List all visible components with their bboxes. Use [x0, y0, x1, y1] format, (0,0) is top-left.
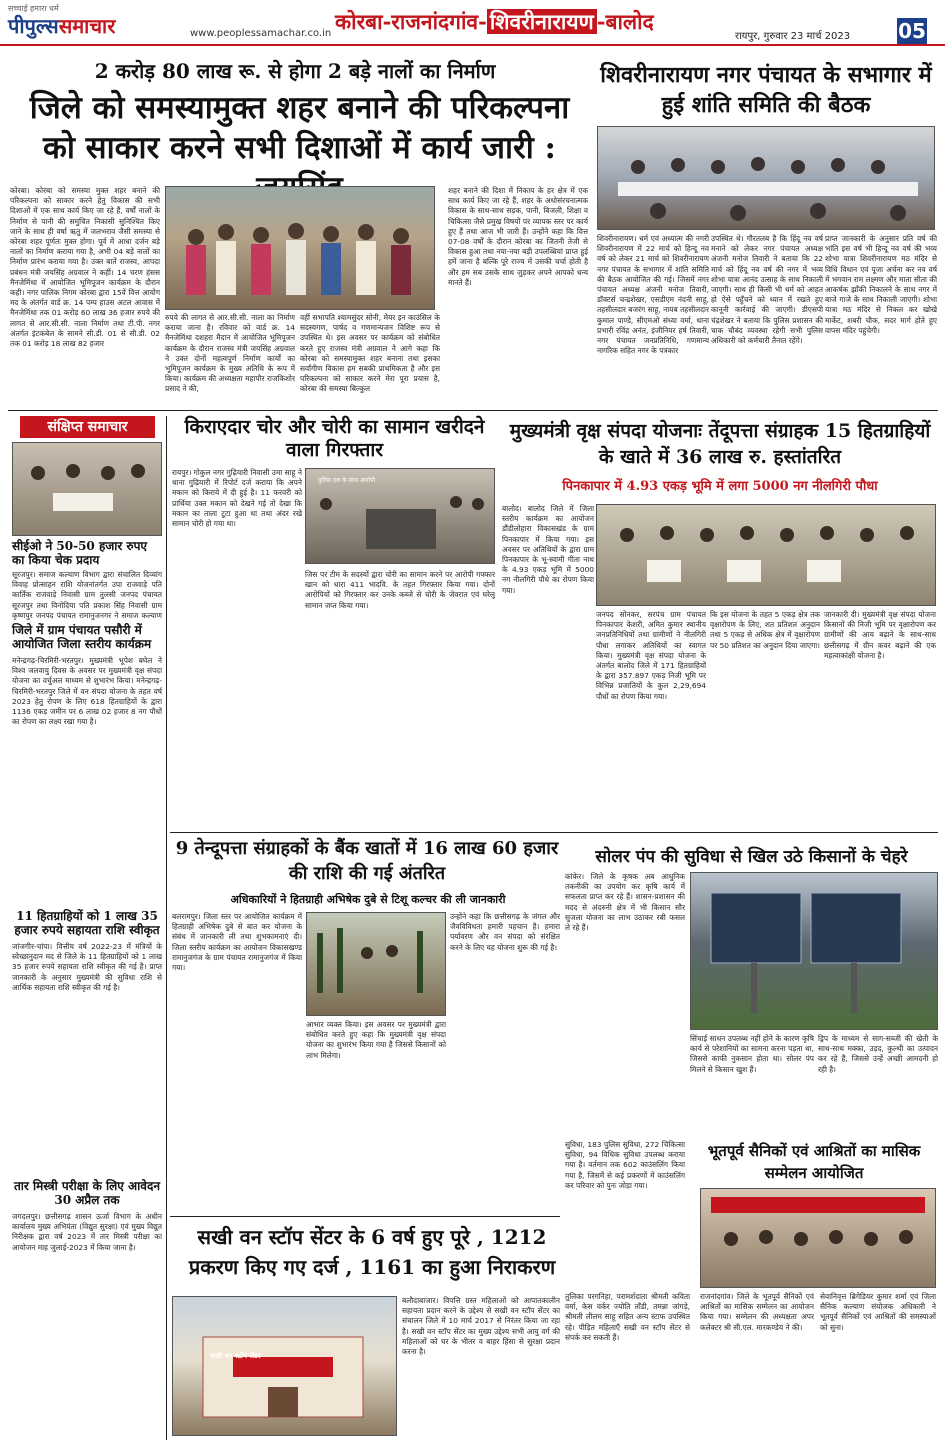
- masthead-tagline: सच्चाई हमारा धर्म: [8, 4, 59, 13]
- website-url[interactable]: www.peoplessamachar.co.in: [190, 28, 332, 39]
- brief3-headline: 11 हितग्राहियों को 1 लाख 35 हजार रुपये सहायता राशि स्वीकृत: [14, 909, 160, 937]
- building-photo-icon: [173, 1297, 396, 1435]
- story7-body-col3: तुलिका परगनिहा, परामर्शदाता श्रीमती कविता वर्मा, केस वर्कर ज्योति ताँडी, तमन्ना जांगड़े, श्रीमती लीलम साहू सहित अन्य स्टाफ उपस्थित रहे। पीड़ित महिलाएँ सखी वन स्टॉप सेंटर से संपर्क कर सकती हैं।: [565, 1292, 690, 1342]
- edition-highlight: शिवरीनारायण: [487, 9, 597, 34]
- story7-body-col2: सुविधा, 183 पुलिस सुविधा, 272 चिकित्सा सुविधा, 94 विधिक सुविधा उपलब्ध कराया गया है। वर्तमान तक 602 काउंसलिंग किया गया है, जिसमें से कई प्रकरणों में काउंसलिंग कर परिवार को पुनः जोड़ा गया।: [565, 1140, 685, 1190]
- story3-body-col1: रायपुर। गोकुल नगर गुढ़ियारी निवासी उमा साहू ने थाना गुढ़ियारी में रिपोर्ट दर्ज कराया कि अपने मकान को किराये में दी हुई है। 11 फरवरी को प्रार्थिया उक्त मकान को देखने गई तो देखा कि मकान का ताला टूटा हुआ था तथा अंदर रखे सामान चोरी हो गया था।: [172, 468, 302, 529]
- story2-headline: शिवरीनारायण नगर पंचायत के सभागार में हुई शांति समिति की बैठक: [600, 62, 932, 118]
- story2-photo: [597, 126, 935, 230]
- page-number: 05: [898, 19, 926, 43]
- story3-headline: किराएदार चोर और चोरी का सामान खरीदने वाला गिरफ्तार: [184, 416, 485, 461]
- story8-headline: भूतपूर्व सैनिकों एवं आश्रितों का मासिक सम्मेलन आयोजित: [707, 1142, 921, 1182]
- brief2-headline: जिले में ग्राम पंचायत पसौरी में आयोजित जिला स्तरीय कार्यक्रम: [12, 623, 152, 651]
- soldiers-meeting-photo-icon: [701, 1189, 935, 1287]
- story6-body-col1: कांकेर। जिले के कृषक अब आधुनिक तकनीकी का उपयोग कर कृषि कार्य में सफलता प्राप्त कर रहे हैं। शासन-प्रशासन की मदद से अंदरुनी क्षेत्र में भी किसान सौर सुजला योजना का लाभ उठाकर रबी फसल ले रहे हैं।: [565, 872, 685, 933]
- story1-body-col1: कोरबा। कोरबा को समस्या मुक्त शहर बनाने की परिकल्पना को साकार करने हेतु विकास की सभी दिशाओं में एक साथ कार्य किए जा रहे हैं, वर्षों नालों के निर्माण से पानी की समुचित निकासी सुनिश्चित किए जाने के साथ ही वर्षा ऋतु में जलभराव जैसी समस्या से कोरबा शहर पूर्णतः मुक्त होगा। पूर्व में आधा दर्जन बड़े नालों का निर्माण कराया गया है, अभी 04 बड़े नालों का निर्माण प्रारंभ कराया गया है। उक्त बातें राजस्व, आपदा प्रबंधन मंत्री जयसिंह अग्रवाल ने कहीं। 14 चरण हंसस मैनजेमिंथा में आयोजित भूमिपूजन कार्यक्रम के दौरान कही। नगर पालिक निगम कोरबा द्वारा 15वें वित्त आयोग मद के अंतर्गत वार्ड क्र. 14 पम्प हाउस अटल आवास में मैनजेमिंथा तक 01 करोड़ 60 लाख 36 हजार रुपये की लागत से आर.सी.सी. नाला निर्माण तथा टी.पी. नगर अंतर्गत इंटकबेल के सामने सी.डी. 01 से सी.डी. 02 तक 01 करोड़ 18 लाख 82 हजार: [10, 186, 160, 349]
- story1-kicker: 2 करोड़ 80 लाख रू. से होगा 2 बड़े नालों का निर्माण: [94, 59, 496, 83]
- edition-part1: कोरबा-राजनांदगांव-: [335, 9, 487, 34]
- story8-body-col1: राजनांदगांव। जिले के भूतपूर्व सैनिकों एवं आश्रितों का मासिक सम्मेलन का आयोजन किया गया। सम्मेलन की अध्यक्षता अपर कलेक्टर श्री सी.एल. मारकण्डेय ने की।: [700, 1292, 814, 1332]
- brief2-body: मनेन्द्रगढ़-चिरमिरी-भरतपुर। मुख्यमंत्री भूपेश बघेल ने विश्व जलवायु दिवस के अवसर पर मुख्यमंत्री वृक्ष संपदा योजना का वर्चुअल माध्यम से शुभारंभ किया। मनेन्द्रगढ़-चिरमिरी-भरतपुर जिले में वन संपदा योजना के तहत वर्ष 2023 हेतु रोपण के लिए 618 हितग्राहियों के द्वारा 1136 एकड़ जमीन पर 6 लाख 02 हजार 8 नग पौधों का रोपण का लक्ष्य रखा गया है।: [12, 656, 162, 727]
- brief4-body: जगदलपुर। छत्तीसगढ़ शासन ऊर्जा विभाग के अधीन कार्यालय मुख्य अभियंता (विद्युत सुरक्षा) एवं मुख्य विद्युत निरीक्षक द्वारा वर्ष 2023 में तार मिस्त्री परीक्षा का आयोजन माह जुलाई-2023 में किया जाना है।: [12, 1212, 162, 1252]
- story4-body-col4: जानकारी दी। मुख्यमंत्री वृक्ष संपदा योजना किसानों की निजी भूमि पर वृक्षारोपण कर ग्रामीणों की आय बढ़ाने के साथ-साथ छत्तीसगढ़ में ग्रीन कवर बढ़ाने की एक महत्वाकांक्षी योजना है।: [824, 610, 936, 660]
- story5-body-col1: बलरामपुर। जिला स्तर पर आयोजित कार्यक्रम में हितग्राही अभिषेक दुबे से बात कर योजना के संबंध में जानकारी ली तथा शुभकामनाएं दी। जिला स्तरीय कार्यक्रम का आयोजन विकासखण्ड रामानुजगंज के ग्राम पंचायत रामानुजगंज में किया गया।: [172, 912, 302, 973]
- sidebar-divider: [166, 416, 167, 1440]
- masthead-part1: पीपुल्स: [8, 14, 59, 38]
- story4-body-col3: कि इस योजना के तहत 5 एकड़ क्षेत्र तक वृक्षारोपण के लिए, शत प्रतिशत अनुदान तथा 5 एकड़ से अधिक क्षेत्र में वृक्षारोपण पर 50 प्रतिशत का अनुदान दिया जाएगा।: [710, 610, 820, 650]
- issue-date: रायपुर, गुरुवार 23 मार्च 2023: [735, 31, 851, 42]
- story6-headline: सोलर पंप की सुविधा से खिल उठे किसानों के चेहरे: [595, 847, 908, 867]
- story5-headline: 9 तेन्दूपत्ता संग्राहकों के बैंक खातों में 16 लाख 60 हजार की राशि की गई अंतरित: [175, 838, 559, 884]
- story6-body-col3: ड्रिप के माध्यम से साग-सब्जी की खेती के साथ-साथ मक्का, उड़द, कुल्थी का उत्पादन कर रहे हैं, जिससे उन्हें अच्छी आमदनी हो रही है।: [818, 1034, 938, 1074]
- brief1-body: सूरजपुर। समाज कल्याण विभाग द्वारा संचालित दिव्यांग विवाह प्रोत्साहन राशि योजनांतर्गत उपा राजवाड़े पति कार्तिक राजवाड़े निवासी ग्राम तुलसी जनपद पंचायत सूरजपुर तथा विनोदिया पति प्रकाश सिंह निवासी ग्राम कृष्णपुर जनपद पंचायत रामानुजनगर ने समाज कल्याण: [12, 570, 162, 620]
- story4-photo: [596, 504, 936, 606]
- story3-photo-caption: पुलिस दल के साथ आरोपी: [318, 477, 376, 484]
- field-visit-photo-icon: [307, 913, 445, 1015]
- beneficiaries-photo-icon: [597, 505, 935, 605]
- story2-body-col2: उपस्थित थे। गौरतलब है कि हिंदू नव वर्ष मनाने को लेकर नगर पंचायत अध्यक्ष अंजनी मनोज तिवारी ने बताया कि 22 मार्च को हिंदू नव वर्ष की नगर में भव्य शोभा यात्रा आनंद उत्साह के साथ निकाली जाएगी। साथ ही किसी भी धर्म को आहत हो ऐसे पहुँचने को ध्यान में रखते हुए कानूनी कार्रवाई की जाएगी। डीएसपी चंद्रशेखर ने बताया कि पुलिस प्रशासन की चाक चौबंद व्यवस्था रहेगी सभी पुलिस अधिकारी को कर्मचारी तैनात रहेंगे।: [711, 234, 823, 346]
- masthead-part2: समाचार: [58, 14, 116, 38]
- story1-body-col2: रुपये की लागत से आर.सी.सी. नाला का निर्माण कराया जाना है। रविवार को वार्ड क्र. 14 मैनजेमिंथा दशहरा मैदान में आयोजित भूमिपूजन कार्यक्रम के दौरान राजस्व मंत्री जयसिंह अग्रवाल ने उक्त दोनों महत्वपूर्ण निर्माण कार्यों का भूमिपूजन कार्यक्रम के मुख्य अतिथि के रूप में किया। कार्यक्रम की अध्यक्षता महापौर राजकिशोर प्रसाद ने की,: [165, 313, 295, 394]
- solar-panel-photo-icon: [691, 873, 937, 1029]
- meeting-photo-icon: [598, 127, 934, 229]
- story5-subhead: अधिकारियों ने हितग्राही अभिषेक दुबे से टिशू कल्चर की ली जानकारी: [230, 893, 506, 906]
- section-divider-3: [170, 1216, 560, 1217]
- story7-photo: [172, 1296, 397, 1436]
- story4-subhead: पिनकापार में 4.93 एकड़ भूमि में लगा 5000 नग नीलगिरी पौधा: [562, 479, 878, 494]
- people-photo-icon: [166, 187, 434, 309]
- story2-body-col3: प्राप्त जानकारी के अनुसार प्रति वर्ष की भांति इस वर्ष भी हिन्दू नव वर्ष की भव्य शोभा यात्रा शिवरीनारायण मठ मंदिर से विधि विधान एवं पूजा अर्चना कर नव वर्ष में भगवान राम लक्ष्मण और माता सीता की आकर्षक झाँकी निकालने के साथ नगर में बाजे गाजे के साथ निकाली जाएगी। शोभा यात्रा मठ मंदिर से निकल कर खोखे मार्केट, शबरी चौक, सदर मार्ग होते हुए वापस मंदिर पहुंचेगी।: [825, 234, 937, 335]
- masthead-logo: [8, 4, 138, 42]
- edition-title: [335, 8, 654, 36]
- story6-photo: [690, 872, 938, 1030]
- story4-headline: मुख्यमंत्री वृक्ष संपदा योजनाः तेंदूपत्ता संग्राहक 15 हितग्राहियों के खाते में 36 लाख रु. हस्तांतरित: [509, 420, 931, 468]
- story1-photo: [165, 186, 435, 310]
- brief1-headline: सीईओ ने 50-50 हजार रुपए का किया चेक प्रदाय: [12, 539, 148, 567]
- story7-photo-caption: सखी वन स्टॉप सेंटर: [210, 1352, 261, 1360]
- story8-photo: [700, 1188, 936, 1288]
- story1-body-col4: शहर बनाने की दिशा में निकाय के हर क्षेत्र में एक साथ कार्य किए जा रहे हैं, शहर के अधोसंरचनात्मक विकास के साथ-साथ सड़क, पानी, बिजली, शिक्षा व चिकित्सा जैसे प्रमुख विषयों पर व्यापक स्तर पर कार्य हुए हैं तथा आज भी जारी हैं। उन्होंने कहा कि वित्त 07-08 वर्षों के दौरान कोरबा का जितनी तेजी से विकास हुआ तथा नया-नया बड़ी उपलब्धियां प्राप्त हुई हमें जाना है बल्कि पूरे राज्य में उसकी चर्चा होती है और हम सब उसके साथ जुड़कर अपने आपको धन्य मानते हैं।: [448, 186, 588, 287]
- story1-body-col3: वहीं सभापति श्यामसुंदर सोनी, मेयर इन काउंसिल के सदस्यगण, पार्षद व गणमान्यजन विशिष्ट रूप से उपस्थित थे। इस अवसर पर कार्यक्रम को संबोधित करते हुए राजस्व मंत्री अग्रवाल ने आगे कहा कि कोरबा को समस्यामुक्त शहर बनाना तथा इसका सर्वांगीण विकास हम सबकी प्राथमिकता है और इस परिकल्पना को साकार करने मेरा पूरा प्रयास है, कोरबा की समस्या बिल्कुल: [300, 313, 440, 394]
- brief3-body: जांजगीर-चांपा। वित्तीय वर्ष 2022-23 में मंत्रियों के स्वेच्छानुदान मद से जिले के 11 हितग्राहियों को 1 लाख 35 हजार रुपये सहायता राशि स्वीकृत की गई है। प्राप्त जानकारी के अनुसार मुख्यमंत्री की सुविधा राशि से आर्थिक सहायता राशि स्वीकृत की गई है।: [12, 942, 162, 992]
- section-divider: [8, 410, 938, 411]
- story4-body-col1: बालोद। बालोद जिले में जिला स्तरीय कार्यक्रम का आयोजन डौंडीलोहारा विकासखंड के ग्राम पिनकापार में किया गया। इस अवसर पर अतिथियों के द्वारा ग्राम पिनकापार के भू-स्वामी गीता नाथ के 4.93 एकड़ भूमि में 5000 नग नीलगिरी पौधे का रोपण किया गया।: [502, 504, 594, 595]
- sidebar-photo: [12, 442, 162, 536]
- story5-body-col2: आभार व्यक्त किया। इस अवसर पर मुख्यमंत्री द्वारा संबोधित करते हुए कहा कि मुख्यमंत्री वृक्ष संपदा योजना का शुभारंभ किया गया है जिससे किसानों को लाभ मिलेगा।: [306, 1020, 446, 1060]
- story2-body-col1: शिवरीनारायण। धर्म एवं अध्यात्म की नगरी शिवरीनारायण में 22 मार्च को हिन्दू नव वर्ष को लेकर 21 मार्च को शिवरीनारायण नगर पंचायत के सभागार में शांति समिति की बैठक आयोजित की गई। जिसमें नगर पंचायत अध्यक्ष अंजनी मनोज तिवारी, डॉक्टर्स चन्द्रशेखर, एसडीएम नंदनी साहू, तहसीलदार बजरंग साहू, नायब तहसीलदार कुमाल पाण्डे, सीएमओ संध्या वर्मा, थाना प्रभारी रविंद्र अनंत, इंजीनियर हर्ष तिवारी, नगर पंचायत जनप्रतिनिधि, गणमान्य नागरिक सहित नगर के पत्रकार: [597, 234, 709, 356]
- story8-body-col2: सेवानिवृत्त ब्रिगेडियर कुमार शर्मा एवं जिला सैनिक कल्याण संयोजक अधिकारी ने भूतपूर्व सैनिकों एवं आश्रितों की समस्याओं को सुना।: [820, 1292, 936, 1332]
- story7-body-col1: बलौदाबाजार। विपत्ति ग्रस्त महिलाओं को आपातकालीन सहायता प्रदान करने के उद्देश्य से सखी वन स्टॉप सेंटर का संचालन जिले में 10 मार्च 2017 से निरंतर किया जा रहा है। सखी वन स्टॉप सेंटर का मुख्य उद्देश्य सभी आयु वर्ग की महिलाओं को घर के भीतर व बाहर हिंसा से सुरक्षा प्रदान करना है।: [402, 1296, 560, 1357]
- story6-body-col2: सिंचाई साधन उपलब्ध नहीं होने के कारण कृषि कार्य से परेशानियों का सामना करना पड़ता था, जिससे काफी नुकसान होता था। सोलर पंप मिलने से किसान खुश हैं।: [690, 1034, 814, 1074]
- story1-headline: जिले को समस्यामुक्त शहर बनाने की परिकल्पना को साकार करने सभी दिशाओं में कार्य जारी :: [29, 90, 570, 166]
- edition-part3: -बालोद: [596, 9, 654, 34]
- story4-body-col2: जनपद सोनकर, सरपंच ग्राम पंचायत पिनकापार केशरी, अमित कुमार स्थानीय जनप्रतिनिधियों तथा ग्रामीणों ने नीलगिरी पौधा लगाकर अतिथियों का स्वागत किया। मुख्यमंत्री वृक्ष संपदा योजना के अंतर्गत बालोद जिले में 171 हितग्राहियों के द्वारा 357.897 एकड़ निजी भूमि पर विभिन्न प्रजातियों के कुल 2,29,694 पौधों का रोपण किया गया।: [596, 610, 706, 701]
- story5-photo: [306, 912, 446, 1016]
- section-divider-2: [170, 832, 938, 833]
- story5-body-col3: उन्होंने कहा कि छत्तीसगढ़ के जंगल और जैवविविधता हमारी पहचान है। हमारा पर्यावरण और वन संपदा को संरक्षित करने के लिए यह योजना शुरू की गई है।: [450, 912, 560, 952]
- brief4-headline: तार मिस्त्री परीक्षा के लिए आवेदन 30 अप्रैल तक: [13, 1179, 161, 1207]
- masthead-title: [8, 13, 138, 39]
- story3-body-col2: जिस पर टीम के सदस्यों द्वारा चोरी का सामान करने पर आरोपी गफ्फार खान को धारा 411 भादवि. के तहत गिरफ्तार किया गया। दोनों आरोपियों को गिरफ्तार कर उनके कब्जे से चोरी के जेवरात एवं घरेलू सामान जप्त किया गया।: [305, 570, 495, 610]
- story7-headline: सखी वन स्टॉप सेंटर के 6 वर्ष हुए पूरे , 1212 प्रकरण किए गए दर्ज , 1161 का हुआ निराकरण: [188, 1225, 556, 1279]
- page-header: [0, 0, 945, 46]
- cheque-photo-icon: [13, 443, 161, 535]
- brief-news-title: संक्षिप्त समाचार: [20, 416, 155, 438]
